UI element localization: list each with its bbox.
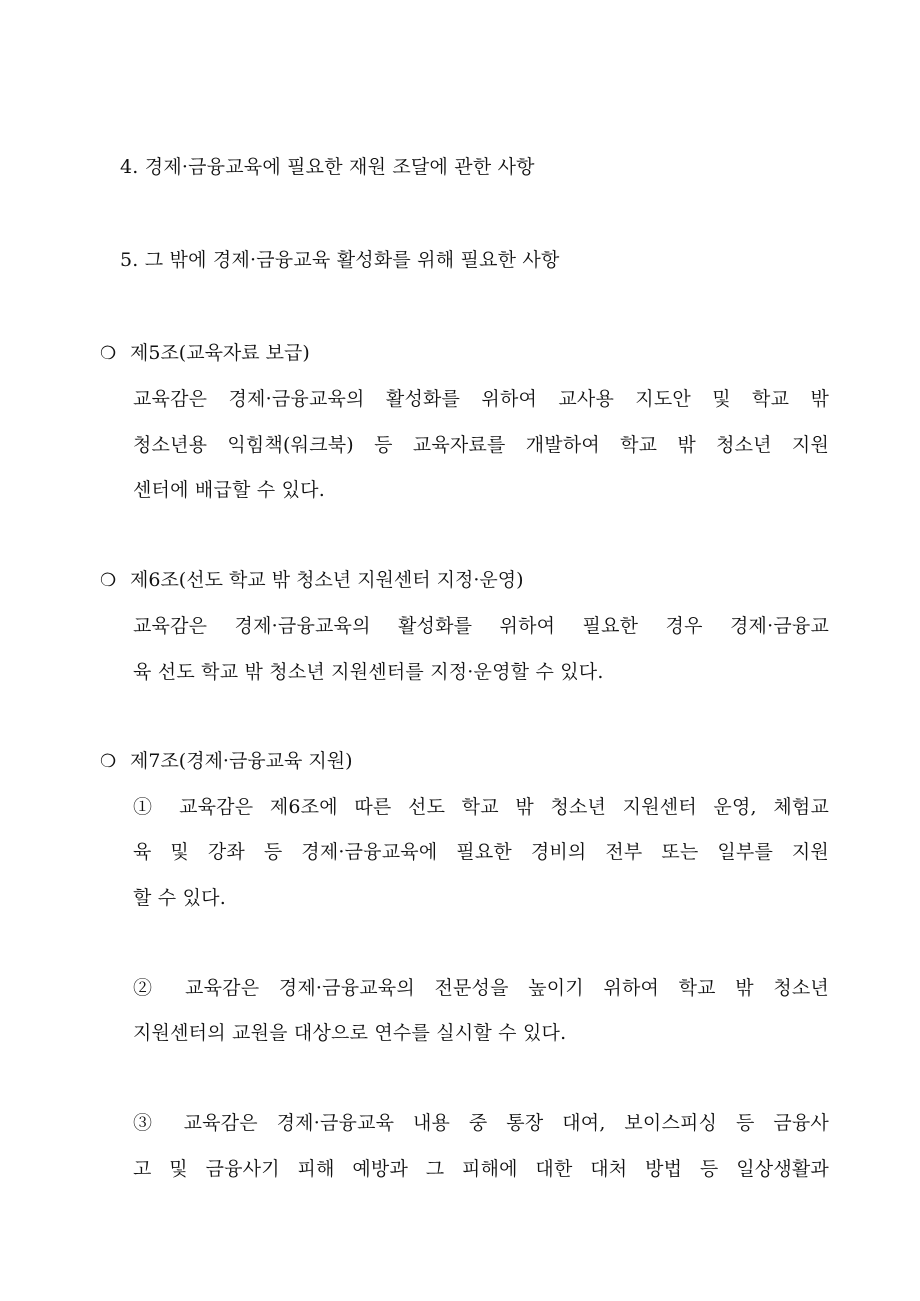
article-7-heading: 제7조(경제·금융교육 지원) (130, 750, 353, 772)
article-6-heading: 제6조(선도 학교 밖 청소년 지원센터 지정·운영) (130, 569, 524, 591)
article-7-para-1-line-1: ① 교육감은 제6조에 따른 선도 학교 밖 청소년 지원센터 운영, 체험교 (133, 796, 829, 818)
item-4: 4. 경제·금융교육에 필요한 재원 조달에 관한 사항 (120, 156, 535, 178)
circle-bullet-icon: ❍ (100, 343, 117, 364)
circle-bullet-icon: ❍ (100, 570, 117, 591)
article-7-para-2-line-1: ② 교육감은 경제·금융교육의 전문성을 높이기 위하여 학교 밖 청소년 (133, 977, 829, 999)
circle-bullet-icon: ❍ (100, 751, 117, 772)
article-7-para-3-line-2: 고 및 금융사기 피해 예방과 그 피해에 대한 대처 방법 등 일상생활과 (133, 1158, 829, 1180)
article-6-heading-row (100, 567, 524, 594)
article-7-para-2-line-2: 지원센터의 교원을 대상으로 연수를 실시할 수 있다. (133, 1022, 567, 1044)
article-7-para-1-line-3: 할 수 있다. (133, 887, 226, 909)
article-5-heading-row (100, 340, 310, 367)
article-7-para-3-line-1: ③ 교육감은 경제·금융교육 내용 중 통장 대여, 보이스피싱 등 금융사 (133, 1112, 829, 1134)
article-7-para-1-line-2: 육 및 강좌 등 경제·금융교육에 필요한 경비의 전부 또는 일부를 지원 (133, 841, 829, 863)
article-5-line-1: 교육감은 경제·금융교육의 활성화를 위하여 교사용 지도안 및 학교 밖 (133, 388, 829, 410)
article-5-heading: 제5조(교육자료 보급) (130, 342, 310, 364)
item-5: 5. 그 밖에 경제·금융교육 활성화를 위해 필요한 사항 (120, 249, 560, 271)
article-7-heading-row (100, 748, 353, 775)
article-6-line-2: 육 선도 학교 밖 청소년 지원센터를 지정·운영할 수 있다. (133, 661, 604, 683)
article-5-line-3: 센터에 배급할 수 있다. (133, 479, 325, 501)
article-5-line-2: 청소년용 익힘책(워크북) 등 교육자료를 개발하여 학교 밖 청소년 지원 (133, 434, 829, 456)
article-6-line-1: 교육감은 경제·금융교육의 활성화를 위하여 필요한 경우 경제·금융교 (133, 615, 829, 637)
